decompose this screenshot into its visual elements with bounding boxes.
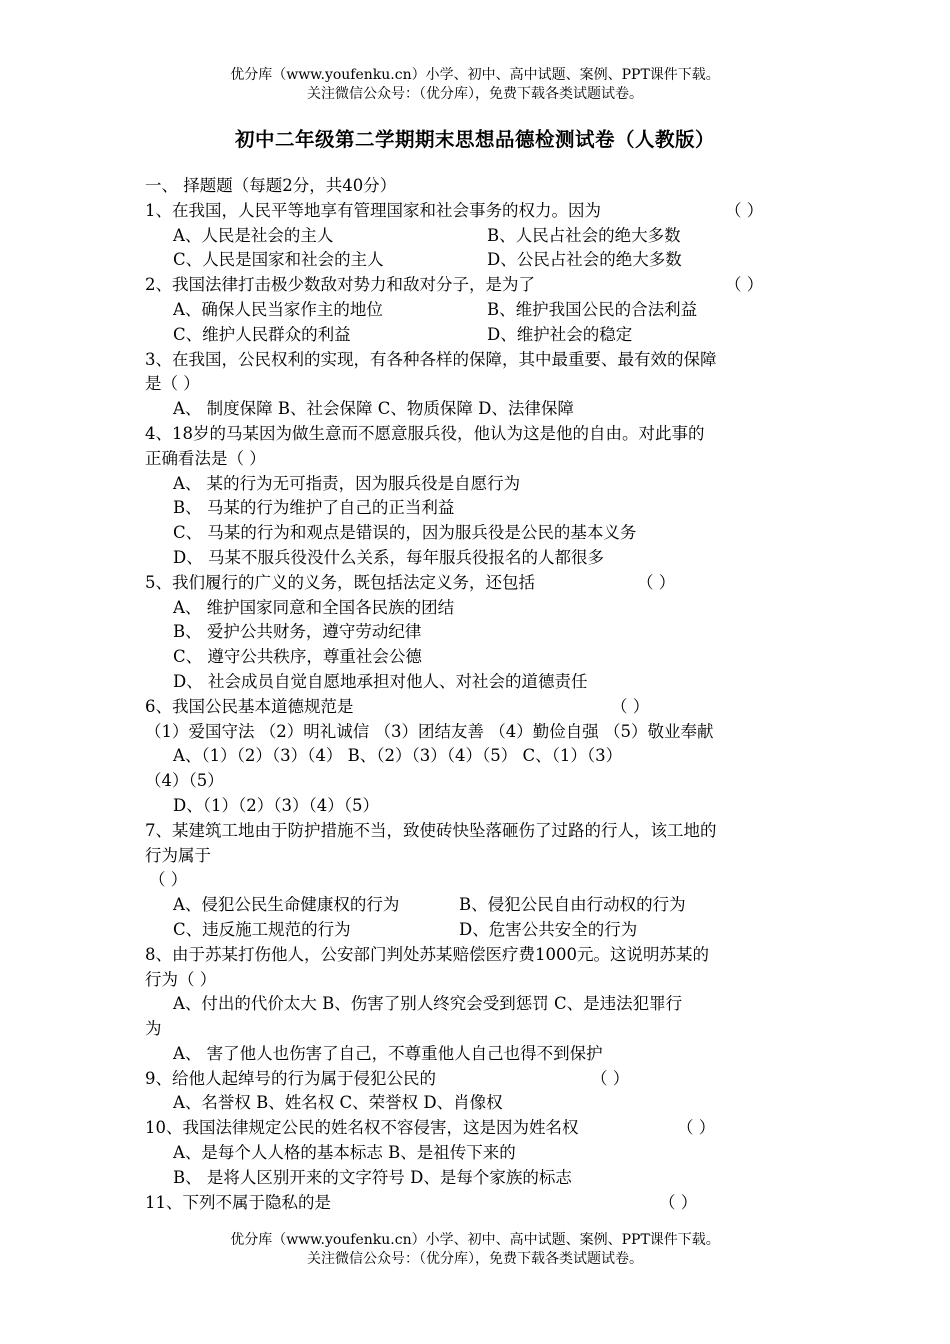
question-6-options-cont: （4）（5） — [145, 771, 224, 791]
question-8-options-cont: 为 — [145, 1019, 162, 1039]
question-6 — [145, 695, 815, 720]
option-b: B、 马某的行为维护了自己的正当利益 — [173, 498, 455, 518]
question-10-options-ab: A、是每个人人格的基本标志 B、是祖传下来的 — [173, 1143, 516, 1163]
option-d: D、公民占社会的绝大多数 — [487, 250, 682, 270]
question-stem: 5、我们履行的广义的义务，既包括法定义务，还包括 — [145, 572, 535, 592]
question-7-stem: 7、某建筑工地由于防护措施不当，致使砖快坠落砸伤了过路的行人，该工地的 — [145, 820, 717, 840]
option-row — [145, 323, 815, 348]
answer-bracket: （ ） — [611, 696, 650, 716]
option-c: C、维护人民群众的利益 — [173, 324, 351, 344]
exam-body — [145, 174, 815, 1215]
option-b: B、维护我国公民的合法利益 — [487, 299, 698, 319]
question-4-stem: 4、18岁的马某因为做生意而不愿意服兵役，他认为这是他的自由。对此事的 — [145, 423, 705, 443]
option-row — [145, 893, 815, 918]
question-1 — [145, 199, 815, 224]
answer-bracket: （ ） — [725, 275, 764, 295]
option-a: A、 某的行为无可指责，因为服兵役是自愿行为 — [173, 473, 521, 493]
question-stem: 1、在我国，人民平等地享有管理国家和社会事务的权力。因为 — [145, 200, 601, 220]
question-11 — [145, 1191, 815, 1216]
option-d: D、危害公共安全的行为 — [459, 919, 638, 939]
question-3-stem-cont: 是（ ） — [145, 374, 200, 394]
answer-bracket: （ ） — [637, 572, 676, 592]
answer-bracket: （ ） — [659, 1192, 698, 1212]
option-row — [145, 248, 815, 273]
option-a: A、侵犯公民生命健康权的行为 — [173, 895, 400, 915]
question-8-options: A、付出的代价太大 B、伤害了别人终究会受到惩罚 C、是违法犯罪行 — [173, 994, 683, 1014]
footer-line-1: 优分库（www.youfenku.cn）小学、初中、高中试题、案例、PPT课件下载。 — [230, 1232, 720, 1248]
answer-bracket: （ ） — [725, 200, 764, 220]
option-d: D、 马某不服兵役没什么关系，每年服兵役报名的人都很多 — [173, 547, 604, 567]
option-d: D、 社会成员自觉自愿地承担对他人、对社会的道德责任 — [173, 671, 588, 691]
header-line-2: 关注微信公众号：（优分库），免费下载各类试题试卷。 — [307, 86, 643, 102]
question-7-stem-cont: 行为属于 — [145, 845, 211, 865]
option-b: B、侵犯公民自由行动权的行为 — [459, 895, 686, 915]
question-stem: 6、我国公民基本道德规范是 — [145, 696, 354, 716]
answer-bracket: （ ） — [149, 870, 188, 890]
option-c: C、人民是国家和社会的主人 — [173, 250, 384, 270]
question-8-stem-cont: 行为（ ） — [145, 969, 217, 989]
question-8-stem: 8、由于苏某打伤他人，公安部门判处苏某赔偿医疗费1000元。这说明苏某的 — [145, 944, 709, 964]
header-line-1: 优分库（www.youfenku.cn）小学、初中、高中试题、案例、PPT课件下载。 — [230, 67, 720, 83]
option-b: B、人民占社会的绝大多数 — [487, 225, 681, 245]
question-stem: 10、我国法律规定公民的姓名权不容侵害，这是因为姓名权 — [145, 1118, 579, 1138]
question-3-stem: 3、在我国，公民权利的实现，有各种各样的保障，其中最重要、最有效的保障 — [145, 349, 717, 369]
question-stem: 11、下列不属于隐私的是 — [145, 1192, 331, 1212]
question-3-options: A、 制度保障 B、社会保障 C、物质保障 D、法律保障 — [173, 399, 574, 419]
page-footer — [0, 1231, 950, 1269]
question-9 — [145, 1067, 815, 1092]
option-b: B、 爱护公共财务，遵守劳动纪律 — [173, 622, 422, 642]
question-5 — [145, 571, 815, 596]
question-10-options-cd: B、 是将人区别开来的文字符号 D、是每个家族的标志 — [173, 1167, 572, 1187]
question-2 — [145, 273, 815, 298]
question-stem: 9、给他人起绰号的行为属于侵犯公民的 — [145, 1068, 436, 1088]
document-title: 初中二年级第二学期期末思想品德检测试卷（人教版） — [234, 128, 715, 151]
question-8-option-extra: A、 害了他人也伤害了自己，不尊重他人自己也得不到保护 — [173, 1043, 603, 1063]
option-row — [145, 224, 815, 249]
option-c: C、 遵守公共秩序，尊重社会公德 — [173, 647, 422, 667]
option-d: D、维护社会的稳定 — [487, 324, 633, 344]
page-header — [0, 66, 950, 104]
question-6-options: A、（1）（2）（3）（4） B、（2）（3）（4）（5） C、（1）（3） — [173, 746, 623, 766]
question-6-items: （1）爱国守法 （2）明礼诚信 （3）团结友善 （4）勤俭自强 （5）敬业奉献 — [145, 721, 714, 741]
answer-bracket: （ ） — [677, 1118, 716, 1138]
option-row — [145, 298, 815, 323]
question-4-stem-cont: 正确看法是（ ） — [145, 448, 266, 468]
option-a: A、人民是社会的主人 — [173, 225, 334, 245]
footer-line-2: 关注微信公众号：（优分库），免费下载各类试题试卷。 — [307, 1251, 643, 1267]
question-10 — [145, 1116, 815, 1141]
option-d: D、（1）（2）（3）（4）（5） — [173, 795, 379, 815]
question-9-options: A、名誉权 B、姓名权 C、荣誉权 D、肖像权 — [173, 1093, 503, 1113]
option-c: C、违反施工规范的行为 — [173, 919, 351, 939]
question-stem: 2、我国法律打击极少数敌对势力和敌对分子，是为了 — [145, 275, 535, 295]
option-c: C、 马某的行为和观点是错误的，因为服兵役是公民的基本义务 — [173, 523, 637, 543]
answer-bracket: （ ） — [591, 1068, 630, 1088]
option-row — [145, 918, 815, 943]
option-a: A、确保人民当家作主的地位 — [173, 299, 383, 319]
section-heading: 一、 择题题（每题2分，共40分） — [145, 176, 397, 195]
option-a: A、 维护国家同意和全国各民族的团结 — [173, 597, 455, 617]
